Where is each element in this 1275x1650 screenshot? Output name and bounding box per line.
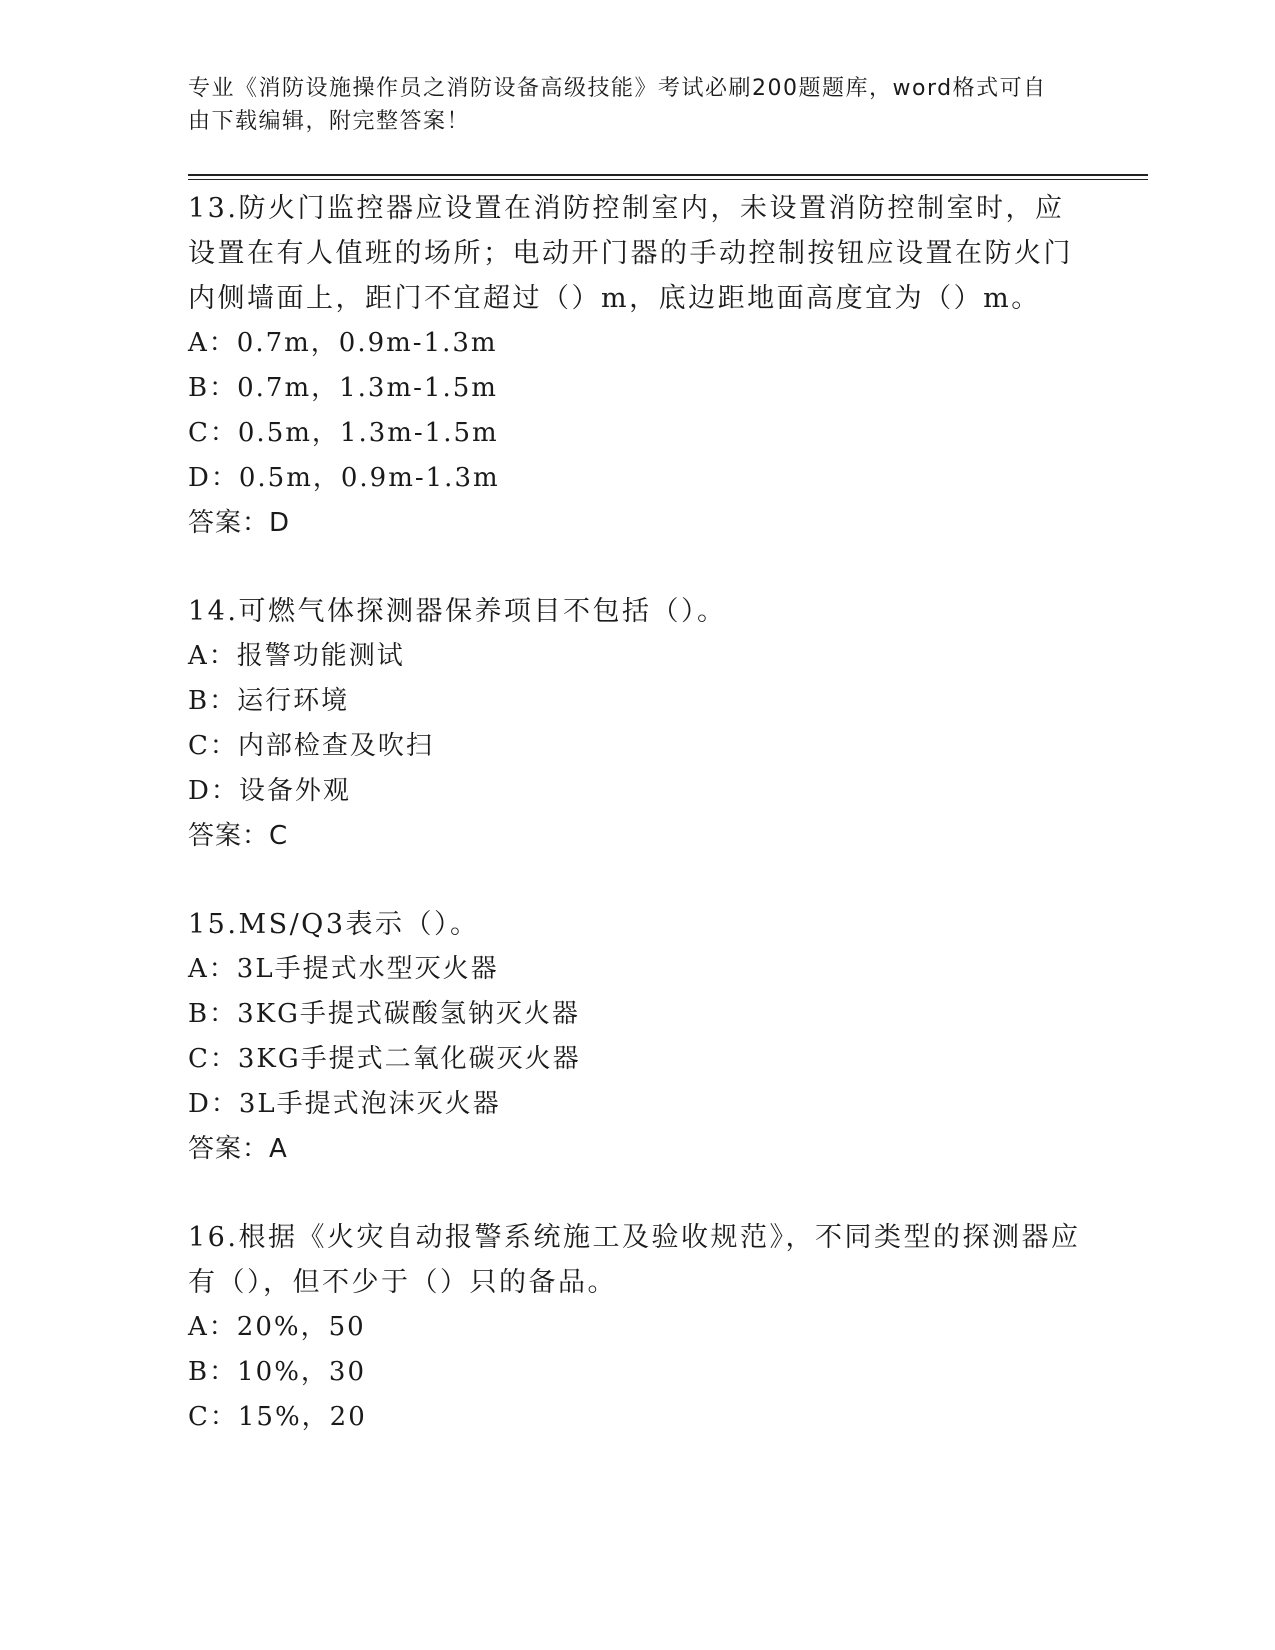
option-a: A：3L手提式水型灭火器 [188,954,499,984]
answer-line: 答案：D [188,508,291,538]
header-divider [188,174,1148,180]
option-b: B：0.7m，1.3m-1.5m [188,373,498,403]
option-a: A：报警功能测试 [188,641,405,671]
option-d: D：3L手提式泡沫灭火器 [188,1089,501,1119]
document-header: 专业《消防设施操作员之消防设备高级技能》考试必刷200题题库，word格式可自由下载编辑，附完整答案！ [188,76,1047,134]
option-a: A：20%，50 [188,1312,366,1342]
option-a: A：0.7m，0.9m-1.3m [188,328,498,358]
answer-line: 答案：A [188,1134,288,1164]
answer-line: 答案：C [188,821,289,851]
option-b: B：运行环境 [188,686,350,716]
question-15 [188,902,1148,1172]
document-page [188,72,1148,1483]
question-stem: 15.MS/Q3表示（）。 [188,909,480,940]
option-d: D：设备外观 [188,776,351,806]
option-c: C：3KG手提式二氧化碳灭火器 [188,1044,581,1074]
option-c: C：15%，20 [188,1402,367,1432]
question-16 [188,1215,1148,1440]
question-13 [188,186,1148,546]
option-b: B：10%，30 [188,1357,366,1387]
option-c: C：内部检查及吹扫 [188,731,434,761]
option-d: D：0.5m，0.9m-1.3m [188,463,500,493]
question-stem: 13.防火门监控器应设置在消防控制室内，未设置消防控制室时，应设置在有人值班的场所；电动开门器的手动控制按钮应设置在防火门内侧墙面上，距门不宜超过（）m，底边距地面高度宜为（）m。 [188,193,1073,314]
question-list [188,186,1148,1440]
option-c: C：0.5m，1.3m-1.5m [188,418,499,448]
question-stem: 14.可燃气体探测器保养项目不包括（）。 [188,596,727,627]
option-b: B：3KG手提式碳酸氢钠灭火器 [188,999,580,1029]
question-stem: 16.根据《火灾自动报警系统施工及验收规范》，不同类型的探测器应有（），但不少于（）只的备品。 [188,1222,1081,1298]
question-14 [188,589,1148,859]
